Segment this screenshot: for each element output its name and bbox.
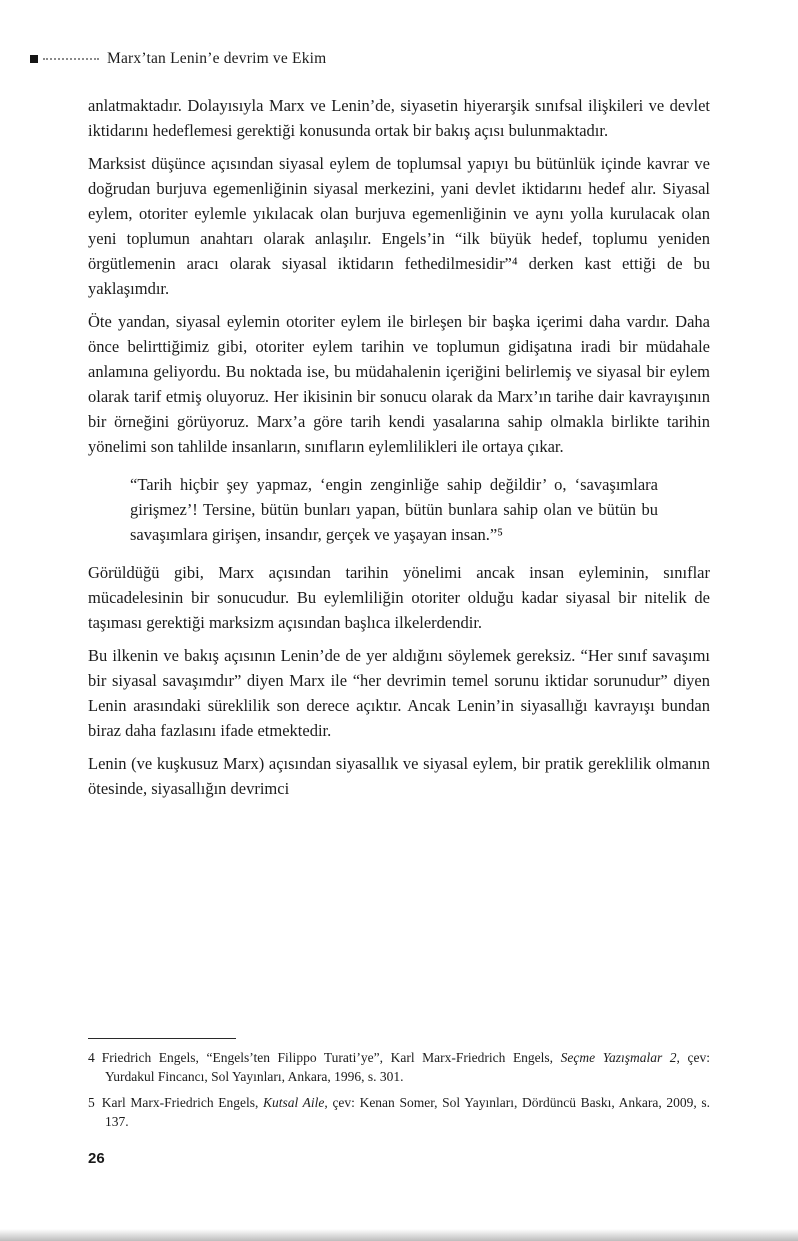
body-paragraph: Görüldüğü gibi, Marx açısından tarihin yönelimi ancak insan eyleminin, sınıflar mücadelesinin bir sonucudur. Bu eylemliliğin otoriter olduğu kadar siyasal bir nitelik de taşıması gerektiği marksizm açısından başlıca ilkelerdendir.	[88, 563, 710, 632]
footnote-text: Karl Marx-Friedrich Engels,	[101, 1095, 264, 1110]
page-number: 26	[88, 1150, 105, 1167]
header-title: Marx’tan Lenin’e devrim ve Ekim	[107, 50, 327, 67]
footnote-work-title: Kutsal Aile	[263, 1095, 325, 1110]
footnote	[88, 1048, 710, 1086]
header-dotted-leader	[43, 58, 99, 60]
page-bottom-edge-shadow	[0, 1229, 798, 1241]
body-paragraph: Marksist düşünce açısından siyasal eylem de toplumsal yapıyı bu bütünlük içinde kavrar ve doğrudan burjuva egemenliğinin siyasal merkezini, yani devlet iktidarını hedef alır. Siyasal eylem, otoriter eylemle yıkılacak olan burjuva egemenliğinin ve aynı yolla kurulacak olan yeni toplumun anahtarı olarak anlaşılır. Engels’in “ilk büyük hedef, toplumu yeniden örgütlemenin aracı olarak siyasal iktidarın fethedilmesidir”⁴ derken kast ettiği de bu yaklaşımdır.	[88, 154, 710, 298]
body-paragraph: anlatmaktadır. Dolayısıyla Marx ve Lenin’de, siyasetin hiyerarşik sınıfsal ilişkileri ve devlet iktidarını hedeflemesi gerektiği konusunda ortak bir bakış açısı bulunmaktadır.	[88, 96, 710, 140]
footnote-area	[88, 1038, 710, 1138]
body-paragraph: Bu ilkenin ve bakış açısının Lenin’de de yer aldığını söylemek gereksiz. “Her sınıf savaşımı bir siyasal savaşımdır” diyen Marx ile “her devrimin temel sorunu iktidar sorunudur” diyen Lenin arasındaki süreklilik son derece açıktır. Ancak Lenin’in siyasallığı kavrayışı bundan biraz daha fazlasını ifade etmektedir.	[88, 646, 710, 740]
footnote-text: , çev: Kenan Somer, Sol Yayınları, Dördüncü Baskı, Ankara, 2009, s. 137.	[105, 1095, 711, 1129]
footnote-text: Friedrich Engels, “Engels’ten Filippo Turati’ye”, Karl Marx-Friedrich Engels,	[101, 1050, 561, 1065]
body-paragraph: Öte yandan, siyasal eylemin otoriter eylem ile birleşen bir başka içerimi daha vardır. Daha önce belirttiğimiz gibi, otoriter eylem tarihin ve toplumun gidişatına iradi bir müdahale anlamına geliyordu. Bu noktada ise, bu müdahalenin içeriğini belirlemiş ve siyasal bir eylem olarak tarif etmiş oluyoruz. Her ikisinin bir sonucu olarak da Marx’ın tarihe dair kavrayışının bir örneğini görüyoruz. Marx’a göre tarih kendi yasalarına sahip olmakla birlikte tarihin yönelimi son tahlilde insanların, sınıfların eylemlilikleri ile ortaya çıkar.	[88, 312, 710, 456]
running-header	[30, 50, 710, 68]
footnote	[88, 1093, 710, 1131]
footnote-text: , çev: Yurdakul Fincancı, Sol Yayınları, Ankara, 1996, s. 301.	[105, 1050, 710, 1084]
block-quote: “Tarih hiçbir şey yapmaz, ‘engin zenginliğe sahip değildir’ o, ‘savaşımlara girişmez’! Tersine, bütün bunları yapan, bütün bunlara sahip olan ve bütün bu savaşımlara girişen, insandır, gerçek ve yaşayan insan.”⁵	[130, 475, 658, 544]
footnote-work-title: Seçme Yazışmalar 2	[560, 1050, 677, 1065]
page-body	[88, 93, 710, 1035]
footnote-separator	[88, 1038, 236, 1039]
header-square-marker	[30, 55, 38, 63]
footnote-number: 4	[88, 1050, 95, 1065]
body-paragraph: Lenin (ve kuşkusuz Marx) açısından siyasallık ve siyasal eylem, bir pratik gereklilik olmanın ötesinde, siyasallığın devrimci	[88, 754, 710, 798]
footnote-number: 5	[88, 1095, 95, 1110]
